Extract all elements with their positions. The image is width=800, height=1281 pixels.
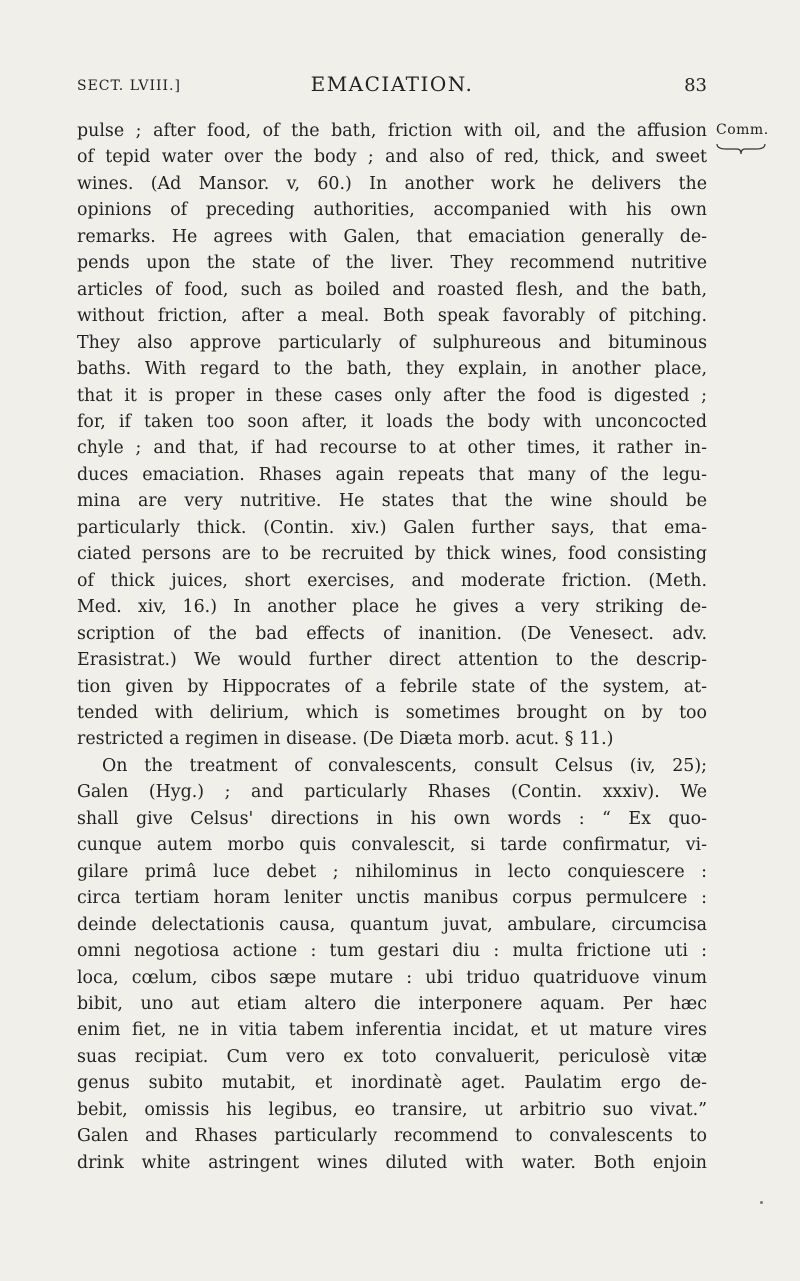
text-line: of thick juices, short exercises, and moderate friction. (Meth. (77, 570, 707, 591)
text-line: articles of food, such as boiled and roasted flesh, and the bath, (77, 279, 707, 300)
text-line: drink white astringent wines diluted with water. Both enjoin (77, 1152, 707, 1173)
text-line: omni negotiosa actione : tum gestari diu : multa frictione uti : (77, 941, 707, 962)
text-line: deinde delectationis causa, quantum juvat, ambulare, circumcisa (77, 914, 707, 935)
text-line: for, if taken too soon after, it loads the body with unconcocted (77, 411, 707, 432)
text-line: wines. (Ad Mansor. v, 60.) In another work he delivers the (77, 173, 707, 194)
text-line: scription of the bad effects of inanition. (De Venesect. adv. (77, 623, 707, 644)
text-line: restricted a regimen in disease. (De Diæta morb. acut. § 11.) (77, 729, 614, 750)
margin-note-label: Comm. (716, 122, 769, 138)
text-line: Galen (Hyg.) ; and particularly Rhases (Contin. xxxiv). We (77, 782, 707, 803)
text-line: They also approve particularly of sulphureous and bituminous (77, 332, 707, 353)
text-line: gilare primâ luce debet ; nihilominus in lecto conquiescere : (77, 861, 707, 882)
text-line: that it is proper in these cases only after the food is digested ; (77, 385, 707, 406)
text-line: duces emaciation. Rhases again repeats that many of the legu- (77, 464, 707, 485)
text-line: baths. With regard to the bath, they explain, in another place, (77, 359, 707, 380)
text-line: without friction, after a meal. Both speak favorably of pitching. (77, 306, 707, 327)
text-line: tended with delirium, which is sometimes brought on by too (77, 702, 707, 723)
text-line: bibit, uno aut etiam altero die interponere aquam. Per hæc (77, 993, 707, 1014)
text-line: of tepid water over the body ; and also of red, thick, and sweet (77, 147, 707, 168)
page-title: EMACIATION. (310, 72, 474, 96)
text-line: loca, cœlum, cibos sæpe mutare : ubi triduo quatriduove vinum (77, 967, 707, 988)
text-line: ciated persons are to be recruited by thick wines, food consisting (77, 544, 707, 565)
text-line: mina are very nutritive. He states that the wine should be (77, 491, 707, 512)
text-line: cunque autem morbo quis convalescit, si tarde confirmatur, vi- (77, 835, 707, 856)
text-line: shall give Celsus' directions in his own words : “ Ex quo- (77, 808, 707, 829)
section-label: SECT. LVIII.] (77, 78, 181, 94)
text-line: On the treatment of convalescents, consult Celsus (iv, 25); (102, 755, 707, 776)
body-text (77, 118, 707, 1176)
text-line: Med. xiv, 16.) In another place he gives a very striking de- (77, 597, 707, 618)
text-line: chyle ; and that, if had recourse to at other times, it rather in- (77, 438, 707, 459)
text-line: pends upon the state of the liver. They recommend nutritive (77, 253, 707, 274)
paper-speck (760, 1201, 763, 1204)
text-line: pulse ; after food, of the bath, friction with oil, and the affusion (77, 121, 707, 141)
text-line: enim fiet, ne in vitia tabem inferentia incidat, et ut mature vires (77, 1020, 707, 1041)
text-line: bebit, omissis his legibus, eo transire, ut arbitrio suo vivat.” (77, 1099, 707, 1120)
text-line: Galen and Rhases particularly recommend to convalescents to (77, 1126, 707, 1147)
text-line: remarks. He agrees with Galen, that emaciation generally de- (77, 226, 707, 247)
text-line: circa tertiam horam leniter unctis manibus corpus permulcere : (77, 888, 707, 909)
running-header (77, 72, 707, 102)
brace-icon (716, 142, 766, 156)
text-line: opinions of preceding authorities, accompanied with his own (77, 200, 707, 221)
text-line: genus subito mutabit, et inordinatè aget. Paulatim ergo de- (77, 1073, 707, 1094)
page-number: 83 (684, 75, 707, 96)
text-line: particularly thick. (Contin. xiv.) Galen further says, that ema- (77, 517, 707, 538)
text-line: Erasistrat.) We would further direct attention to the descrip- (77, 650, 707, 671)
text-line: suas recipiat. Cum vero ex toto convaluerit, periculosè vitæ (77, 1046, 707, 1067)
margin-note (716, 122, 796, 156)
text-line: tion given by Hippocrates of a febrile state of the system, at- (77, 676, 707, 697)
